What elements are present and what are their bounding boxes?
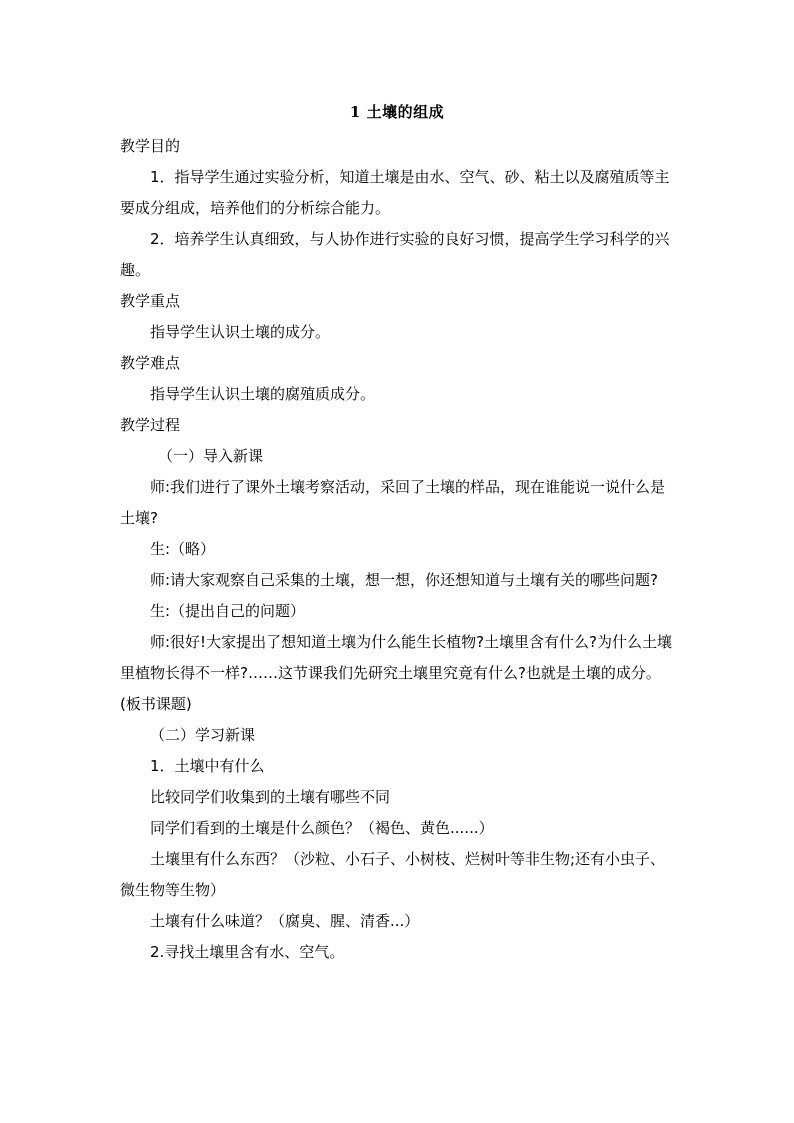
section-heading-key-points: 教学重点 [120,292,181,310]
paragraph-color: 同学们看到的土壤是什么颜色？（褐色、黄色......） [150,819,494,837]
paragraph-teacher-3: 师:很好!大家提出了想知道土壤为什么能生长植物?土壤里含有什么?为什么土壤里植物长得不一样?……这节课我们先研究土壤里究竟有什么?也就是土壤的成分。(板书课题) [120,633,672,713]
paragraph-key-point: 指导学生认识土壤的成分。 [150,323,331,341]
paragraph-teacher-1: 师:我们进行了课外土壤考察活动，采回了土壤的样品，现在谁能说一说什么是土壤? [120,478,666,527]
paragraph-smell: 土壤有什么味道？（腐臭、腥、清香...） [150,912,420,930]
paragraph-student-1: 生:（略） [150,540,216,558]
paragraph-difficulty: 指导学生认识土壤的腐殖质成分。 [150,385,376,403]
paragraph-compare: 比较同学们收集到的土壤有哪些不同 [150,788,391,806]
paragraph-contents: 土壤里有什么东西？（沙粒、小石子、小树枝、烂树叶等非生物;还有小虫子、微生物等生物） [120,850,666,899]
section-heading-difficulties: 教学难点 [120,354,181,372]
subheading-intro: （一）导入新课 [158,447,264,465]
section-heading-process: 教学过程 [120,416,181,434]
paragraph-objective-1: 1．指导学生通过实验分析，知道土壤是由水、空气、砂、粘土以及腐殖质等主要成分组成，培养他们的分析综合能力。 [120,168,670,217]
paragraph-objective-2: 2．培养学生认真细致，与人协作进行实验的良好习惯，提高学生学习科学的兴趣。 [120,230,670,279]
document-title: 1 土壤的组成 [349,103,445,121]
paragraph-item-1: 1．土壤中有什么 [150,757,265,775]
subheading-new-lesson: （二）学习新课 [150,726,256,744]
section-heading-objectives: 教学目的 [120,137,181,155]
paragraph-teacher-2: 师:请大家观察自己采集的土壤，想一想，你还想知道与土壤有关的哪些问题? [150,571,659,589]
document-body [120,131,676,968]
paragraph-item-2: 2.寻找土壤里含有水、空气。 [150,943,345,961]
paragraph-student-2: 生:（提出自己的问题） [150,602,306,620]
